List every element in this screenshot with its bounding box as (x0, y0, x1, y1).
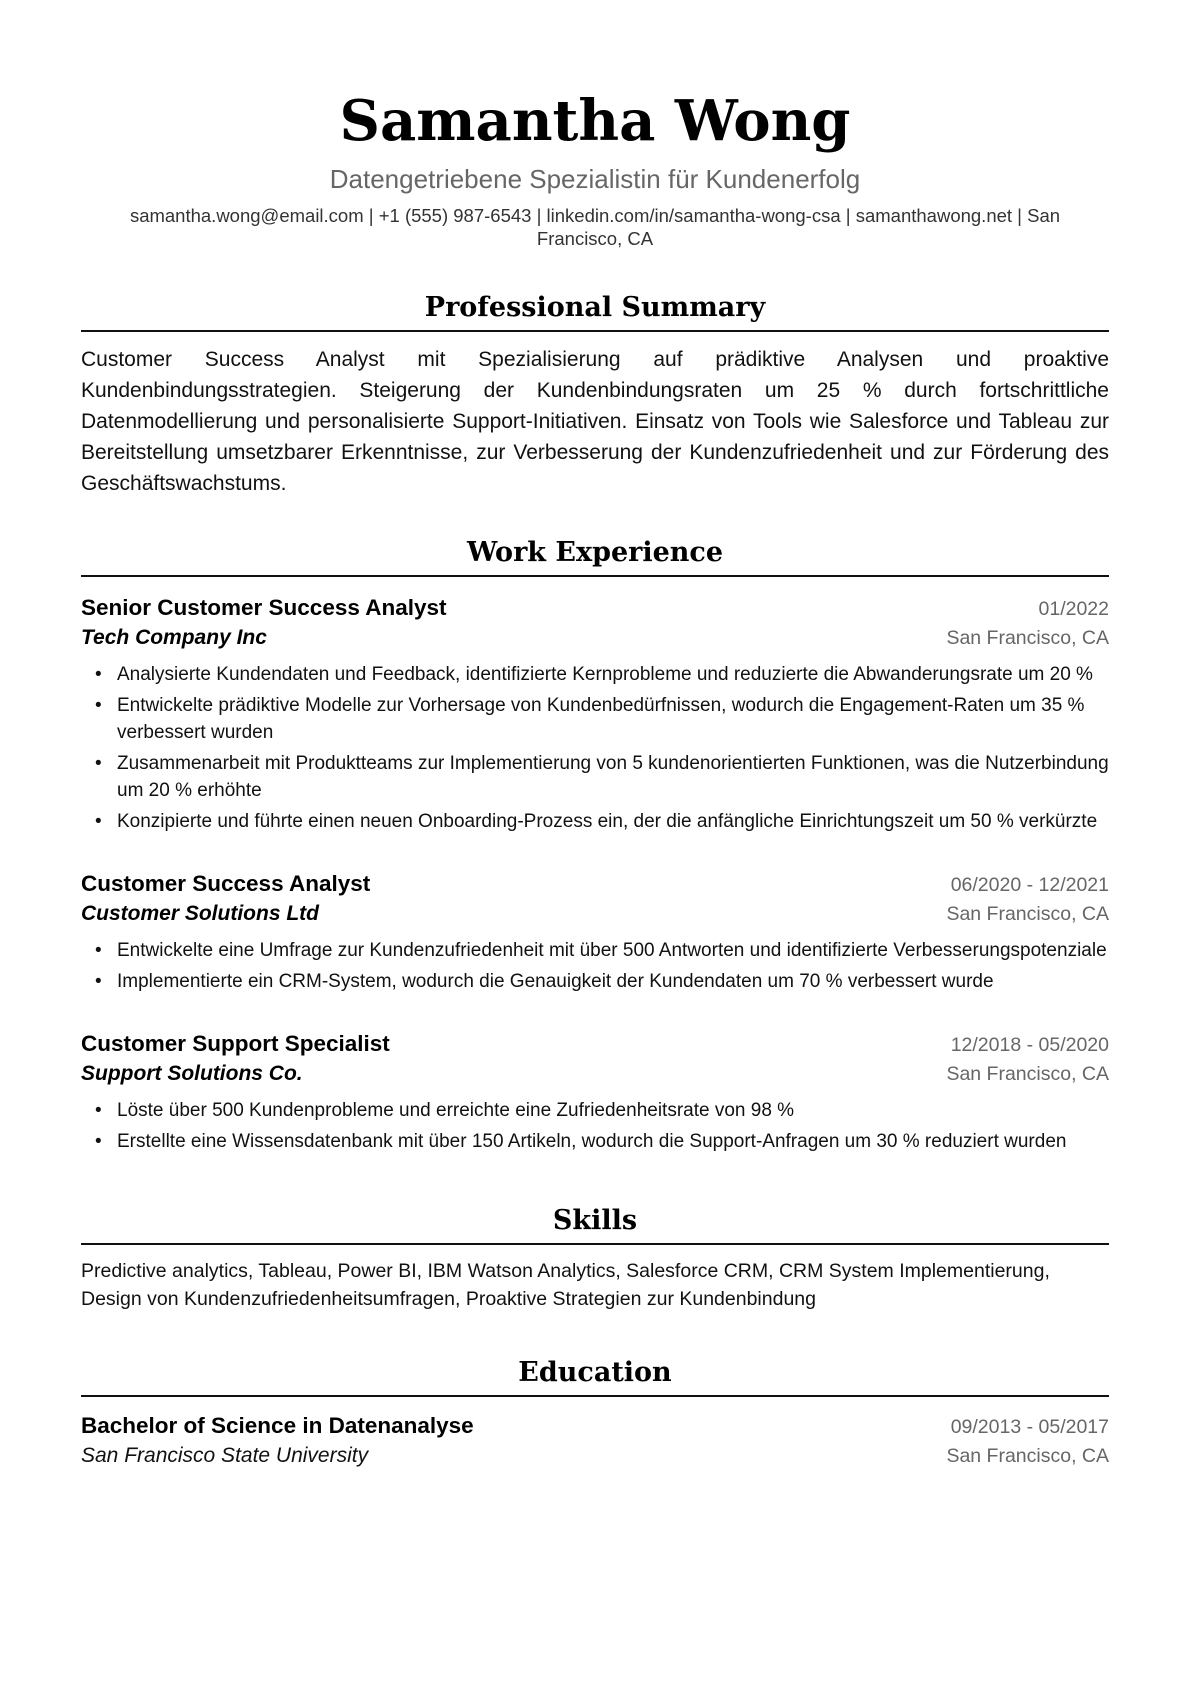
bullet-item: • Konzipierte und führte einen neuen Onboarding-Prozess ein, der die anfängliche Einrichtungszeit um 50 % verkürzte (117, 808, 1109, 835)
job-entry (81, 1029, 1109, 1155)
education-entry (81, 1411, 1109, 1471)
education-heading: Education (81, 1355, 1109, 1397)
bullet-item: • Entwickelte eine Umfrage zur Kundenzufriedenheit mit über 500 Antworten und identifizierte Verbesserungspotenziale (117, 937, 1109, 964)
job-date: 01/2022 (1038, 598, 1109, 620)
job-bullets (81, 661, 1109, 835)
education-date: 09/2013 - 05/2017 (950, 1416, 1109, 1438)
job-location: San Francisco, CA (946, 627, 1109, 649)
summary-text: Customer Success Analyst mit Spezialisierung auf prädiktive Analysen und proaktive Kundenbindungsstrategien. Steigerung der Kundenbindungsraten um 25 % durch fortschrittliche Datenmodellierung und personalisierte Support-Initiativen. Einsatz von Tools wie Salesforce und Tableau zur Bereitstellung umsetzbarer Erkenntnisse, zur Verbesserung der Kundenzufriedenheit und zur Förderung des Geschäftswachstums. (81, 348, 1109, 495)
skills-heading: Skills (81, 1203, 1109, 1245)
job-entry (81, 593, 1109, 835)
skills-text: Predictive analytics, Tableau, Power BI, IBM Watson Analytics, Salesforce CRM, CRM System Implementierung, Design von Kundenzufriedenheitsumfragen, Proaktive Strategien zur Kundenbindung (81, 1260, 1050, 1310)
bullet-item: • Löste über 500 Kundenprobleme und erreichte eine Zufriedenheitsrate von 98 % (117, 1097, 1109, 1124)
school-name: San Francisco State University (81, 1444, 369, 1467)
bullet-item: • Entwickelte prädiktive Modelle zur Vorhersage von Kundenbedürfnissen, wodurch die Engagement-Raten um 35 % verbessert wurden (117, 692, 1109, 746)
bullet-item: • Zusammenarbeit mit Produktteams zur Implementierung von 5 kundenorientierten Funktionen, was die Nutzerbindung um 20 % erhöhte (117, 750, 1109, 804)
job-location: San Francisco, CA (946, 1063, 1109, 1085)
summary-heading: Professional Summary (81, 290, 1109, 332)
job-bullets (81, 937, 1109, 995)
degree-title: Bachelor of Science in Datenanalyse (81, 1413, 474, 1438)
candidate-title: Datengetriebene Spezialistin für Kundenerfolg (329, 164, 861, 194)
candidate-name: Samantha Wong (339, 88, 851, 154)
work-heading: Work Experience (81, 535, 1109, 577)
job-title: Customer Support Specialist (81, 1031, 390, 1056)
bullet-item: • Analysierte Kundendaten und Feedback, identifizierte Kernprobleme und reduzierte die Abwanderungsrate um 20 % (117, 661, 1109, 688)
job-title: Customer Success Analyst (81, 871, 371, 896)
job-bullets (81, 1097, 1109, 1155)
job-date: 06/2020 - 12/2021 (950, 874, 1109, 896)
bullet-item: • Implementierte ein CRM-System, wodurch die Genauigkeit der Kundendaten um 70 % verbessert wurde (117, 968, 1109, 995)
job-company: Customer Solutions Ltd (81, 902, 319, 925)
job-company: Tech Company Inc (81, 626, 267, 649)
education-location: San Francisco, CA (946, 1445, 1109, 1467)
job-title: Senior Customer Success Analyst (81, 595, 447, 620)
job-entry (81, 869, 1109, 995)
job-company: Support Solutions Co. (81, 1062, 303, 1085)
contact-line: samantha.wong@email.com | +1 (555) 987-6543 | linkedin.com/in/samantha-wong-csa | samanthawong.net | San Francisco, CA (129, 205, 1061, 249)
bullet-item: • Erstellte eine Wissensdatenbank mit über 150 Artikeln, wodurch die Support-Anfragen um 30 % reduziert wurden (117, 1128, 1109, 1155)
job-location: San Francisco, CA (946, 903, 1109, 925)
job-date: 12/2018 - 05/2020 (950, 1034, 1109, 1056)
